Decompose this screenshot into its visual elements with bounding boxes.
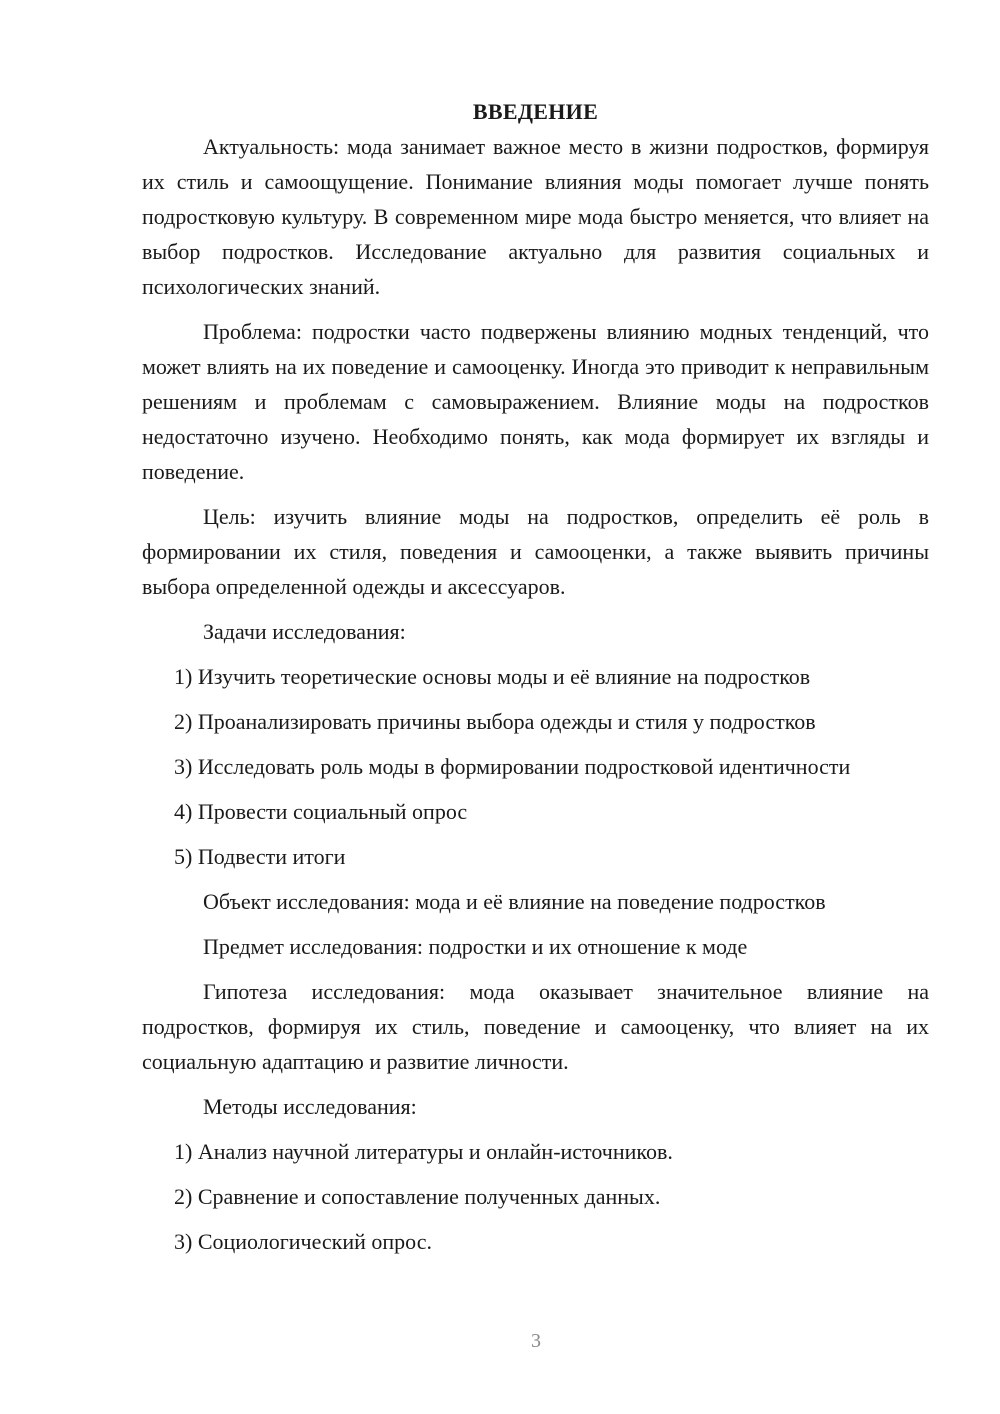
task-item-4: 4) Провести социальный опрос [174,799,468,824]
task-item-1: 1) Изучить теоретические основы моды и её влияние на подростков [174,664,811,689]
method-item-3: 3) Социологический опрос. [174,1229,432,1254]
page-title: ВВЕДЕНИЕ [472,99,599,124]
hypothesis-paragraph: Гипотеза исследования: мода оказывает значительное влияние на подростков, формируя их стиль, поведение и самооценку, что влияет на их социальную адаптацию и развитие личности. [142,979,929,1074]
subject-paragraph: Предмет исследования: подростки и их отношение к моде [203,934,748,959]
document-page [142,94,929,1269]
problem-paragraph: Проблема: подростки часто подвержены влиянию модных тенденций, что может влиять на их поведение и самооценку. Иногда это приводит к неправильным решениям и проблемам с самовыражением. Влияние моды на подростков недостаточно изучено. Необходимо понять, как мода формирует их взгляды и поведение. [142,319,929,484]
page-number: 3 [531,1330,541,1352]
task-item-2: 2) Проанализировать причины выбора одежды и стиля у подростков [174,709,816,734]
tasks-heading: Задачи исследования: [203,619,406,644]
method-item-1: 1) Анализ научной литературы и онлайн-источников. [174,1139,673,1164]
task-item-3: 3) Исследовать роль моды в формировании подростковой идентичности [174,754,851,779]
method-item-2: 2) Сравнение и сопоставление полученных данных. [174,1184,661,1209]
task-item-5: 5) Подвести итоги [174,844,346,869]
methods-heading: Методы исследования: [203,1094,417,1119]
relevance-paragraph: Актуальность: мода занимает важное место в жизни подростков, формируя их стиль и самоощущение. Понимание влияния моды помогает лучше понять подростковую культуру. В современном мире мода быстро меняется, что влияет на выбор подростков. Исследование актуально для развития социальных и психологических знаний. [142,134,929,299]
object-paragraph: Объект исследования: мода и её влияние на поведение подростков [203,889,826,914]
goal-paragraph: Цель: изучить влияние моды на подростков, определить её роль в формировании их стиля, поведения и самооценки, а также выявить причины выбора определенной одежды и аксессуаров. [142,504,929,599]
